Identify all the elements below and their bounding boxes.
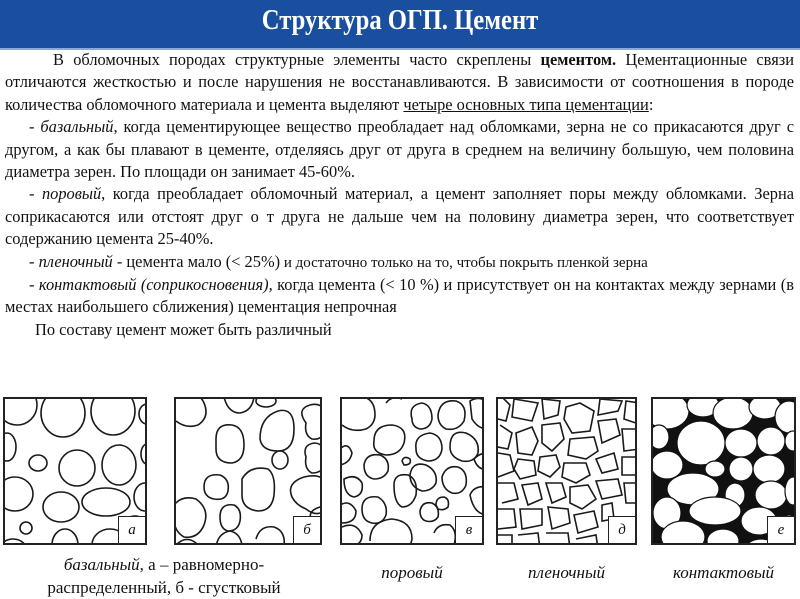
- caption-pore: поровый: [381, 563, 443, 582]
- four-types-link-text: четыре основных типа цементации: [403, 94, 649, 114]
- panel-label-b: б: [293, 516, 320, 543]
- body-text: [5, 49, 794, 341]
- dash: -: [29, 184, 42, 204]
- cement-term: цементом.: [540, 50, 617, 69]
- title-bar: [0, 0, 800, 50]
- slide-title: Структура ОГП. Цемент: [261, 5, 539, 36]
- panel-label-d: д: [608, 516, 635, 543]
- type-desc: , когда преобладает обломочный материал, а цемент заполняет поры между обломками. Зерна соприкасаются или отстоят друг о т друга не дальше чем на половину диаметра зерен, что соответствует содержанию цемента 25-40%.: [5, 184, 794, 249]
- type-name: контактовый (соприкосновения),: [38, 275, 273, 295]
- caption-basal-line2: распределенный, б - сгустковый: [47, 578, 281, 597]
- caption-basal-name: базальный: [63, 555, 140, 574]
- dash: -: [29, 251, 39, 271]
- panel-label-v: в: [455, 516, 482, 543]
- caption-basal-line1: , а – равномерно-: [139, 555, 265, 574]
- type-desc: - цемента мало (< 25%): [112, 251, 281, 271]
- type-name: пленочный: [38, 251, 113, 271]
- intro-paragraph: [5, 49, 794, 116]
- punct: :: [648, 94, 654, 114]
- type-film: [5, 251, 794, 274]
- panel-label-e: е: [767, 516, 794, 543]
- type-desc: когда цемента (< 10 %) и присутствует он на контактах между зернами (в местах наибольшего сближения) цементация непрочная: [5, 275, 794, 317]
- type-pore: [5, 183, 794, 250]
- type-contact: [5, 274, 794, 319]
- caption-film: пленочный: [528, 563, 605, 582]
- type-name: поровый: [41, 184, 102, 204]
- intro-text-2: Цементационные связи отличаются жесткостью и после нарушения не восстанавливаются. В зависимости от соотношения в породе количества обломочного материала и цемента выделяют: [5, 50, 794, 114]
- type-desc: , когда цементирующее вещество преобладает над обломками, зерна не со прикасаются друг с другом, а как бы плавают в цементе, отделяясь друг от друга в среднем на величину большую, чем половина диаметра зерен. По площади он занимает 45-60%.: [5, 117, 794, 182]
- caption-contact: контактовый: [672, 563, 775, 582]
- figure-panel-b: [174, 397, 322, 545]
- composition-line: По составу цемент может быть различный: [35, 319, 332, 339]
- figure-panel-e: [651, 397, 796, 545]
- type-basal: [5, 116, 794, 183]
- caption-basal: [0, 553, 328, 599]
- type-name: базальный: [40, 117, 114, 137]
- panel-label-a: а: [118, 516, 145, 543]
- dash: -: [29, 117, 41, 137]
- type-desc-2: и достаточно только на то, чтобы покрыть пленкой зерна: [280, 254, 648, 271]
- intro-text: В обломочных породах структурные элементы часто скреплены: [53, 50, 541, 69]
- figure-panel-a: [3, 397, 147, 545]
- figure-panel-v: [340, 397, 484, 545]
- figure-panel-d: [496, 397, 637, 545]
- dash: -: [29, 275, 39, 295]
